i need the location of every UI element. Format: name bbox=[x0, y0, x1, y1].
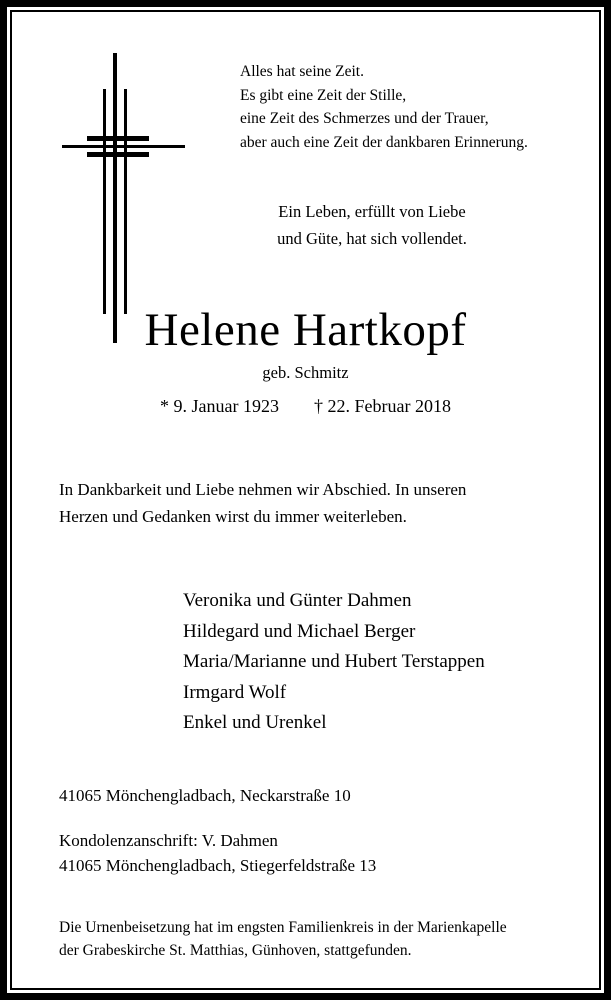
cross-horizontal-long-stroke bbox=[62, 145, 185, 148]
family-member: Hildegard und Michael Berger bbox=[183, 620, 416, 642]
deceased-name: Helene Hartkopf bbox=[144, 304, 467, 356]
notice-border-gap bbox=[7, 7, 604, 993]
farewell-message bbox=[59, 476, 577, 530]
death-symbol-icon: † bbox=[314, 396, 323, 416]
family-member: Veronika und Günter Dahmen bbox=[183, 590, 412, 611]
death-date: 22. Februar 2018 bbox=[327, 396, 451, 416]
cross-horizontal-lower-bar bbox=[87, 152, 149, 157]
verse-block bbox=[240, 60, 600, 154]
farewell-line: Herzen und Gedanken wirst du immer weiterleben. bbox=[59, 507, 407, 526]
epitaph-line: und Güte, hat sich vollendet. bbox=[277, 229, 467, 248]
birth-symbol-icon: * bbox=[160, 396, 170, 416]
deceased-dates bbox=[12, 394, 599, 418]
notice-content bbox=[12, 12, 599, 988]
verse-line: Es gibt eine Zeit der Stille, bbox=[240, 86, 407, 104]
cross-horizontal-upper-bar bbox=[87, 136, 149, 141]
cross-vertical-left-stroke bbox=[103, 89, 106, 314]
birth-date: 9. Januar 1923 bbox=[173, 396, 279, 416]
condolence-address: 41065 Mönchengladbach, Stiegerfeldstraße 13 bbox=[59, 855, 377, 875]
family-member: Enkel und Urenkel bbox=[183, 712, 327, 733]
verse-line: aber auch eine Zeit der dankbaren Erinnerung. bbox=[240, 133, 528, 151]
notice-border-inner bbox=[10, 10, 601, 990]
verse-line: Alles hat seine Zeit. bbox=[240, 63, 364, 80]
epitaph-block bbox=[202, 198, 542, 252]
cross-vertical-right-stroke bbox=[124, 89, 127, 314]
burial-note-line: Die Urnenbeisetzung hat im engsten Familienkreis in der Marienkapelle bbox=[59, 919, 507, 936]
burial-note-line: der Grabeskirche St. Matthias, Günhoven, stattgefunden. bbox=[59, 942, 412, 959]
epitaph-line: Ein Leben, erfüllt von Liebe bbox=[278, 202, 466, 221]
deceased-maiden-name: geb. Schmitz bbox=[262, 363, 349, 382]
family-member: Irmgard Wolf bbox=[183, 681, 287, 703]
farewell-line: In Dankbarkeit und Liebe nehmen wir Abschied. In unseren bbox=[59, 480, 467, 499]
christian-cross-icon bbox=[50, 46, 190, 346]
family-member: Maria/Marianne und Hubert Terstappen bbox=[183, 651, 485, 672]
condolence-address-block bbox=[59, 829, 579, 878]
condolence-label: Kondolenzanschrift: V. Dahmen bbox=[59, 831, 278, 850]
cross-vertical-center-stroke bbox=[113, 53, 117, 343]
verse-line: eine Zeit des Schmerzes und der Trauer, bbox=[240, 110, 489, 127]
primary-address: 41065 Mönchengladbach, Neckarstraße 10 bbox=[59, 786, 351, 805]
burial-note bbox=[59, 916, 581, 962]
family-members-list bbox=[183, 586, 583, 739]
